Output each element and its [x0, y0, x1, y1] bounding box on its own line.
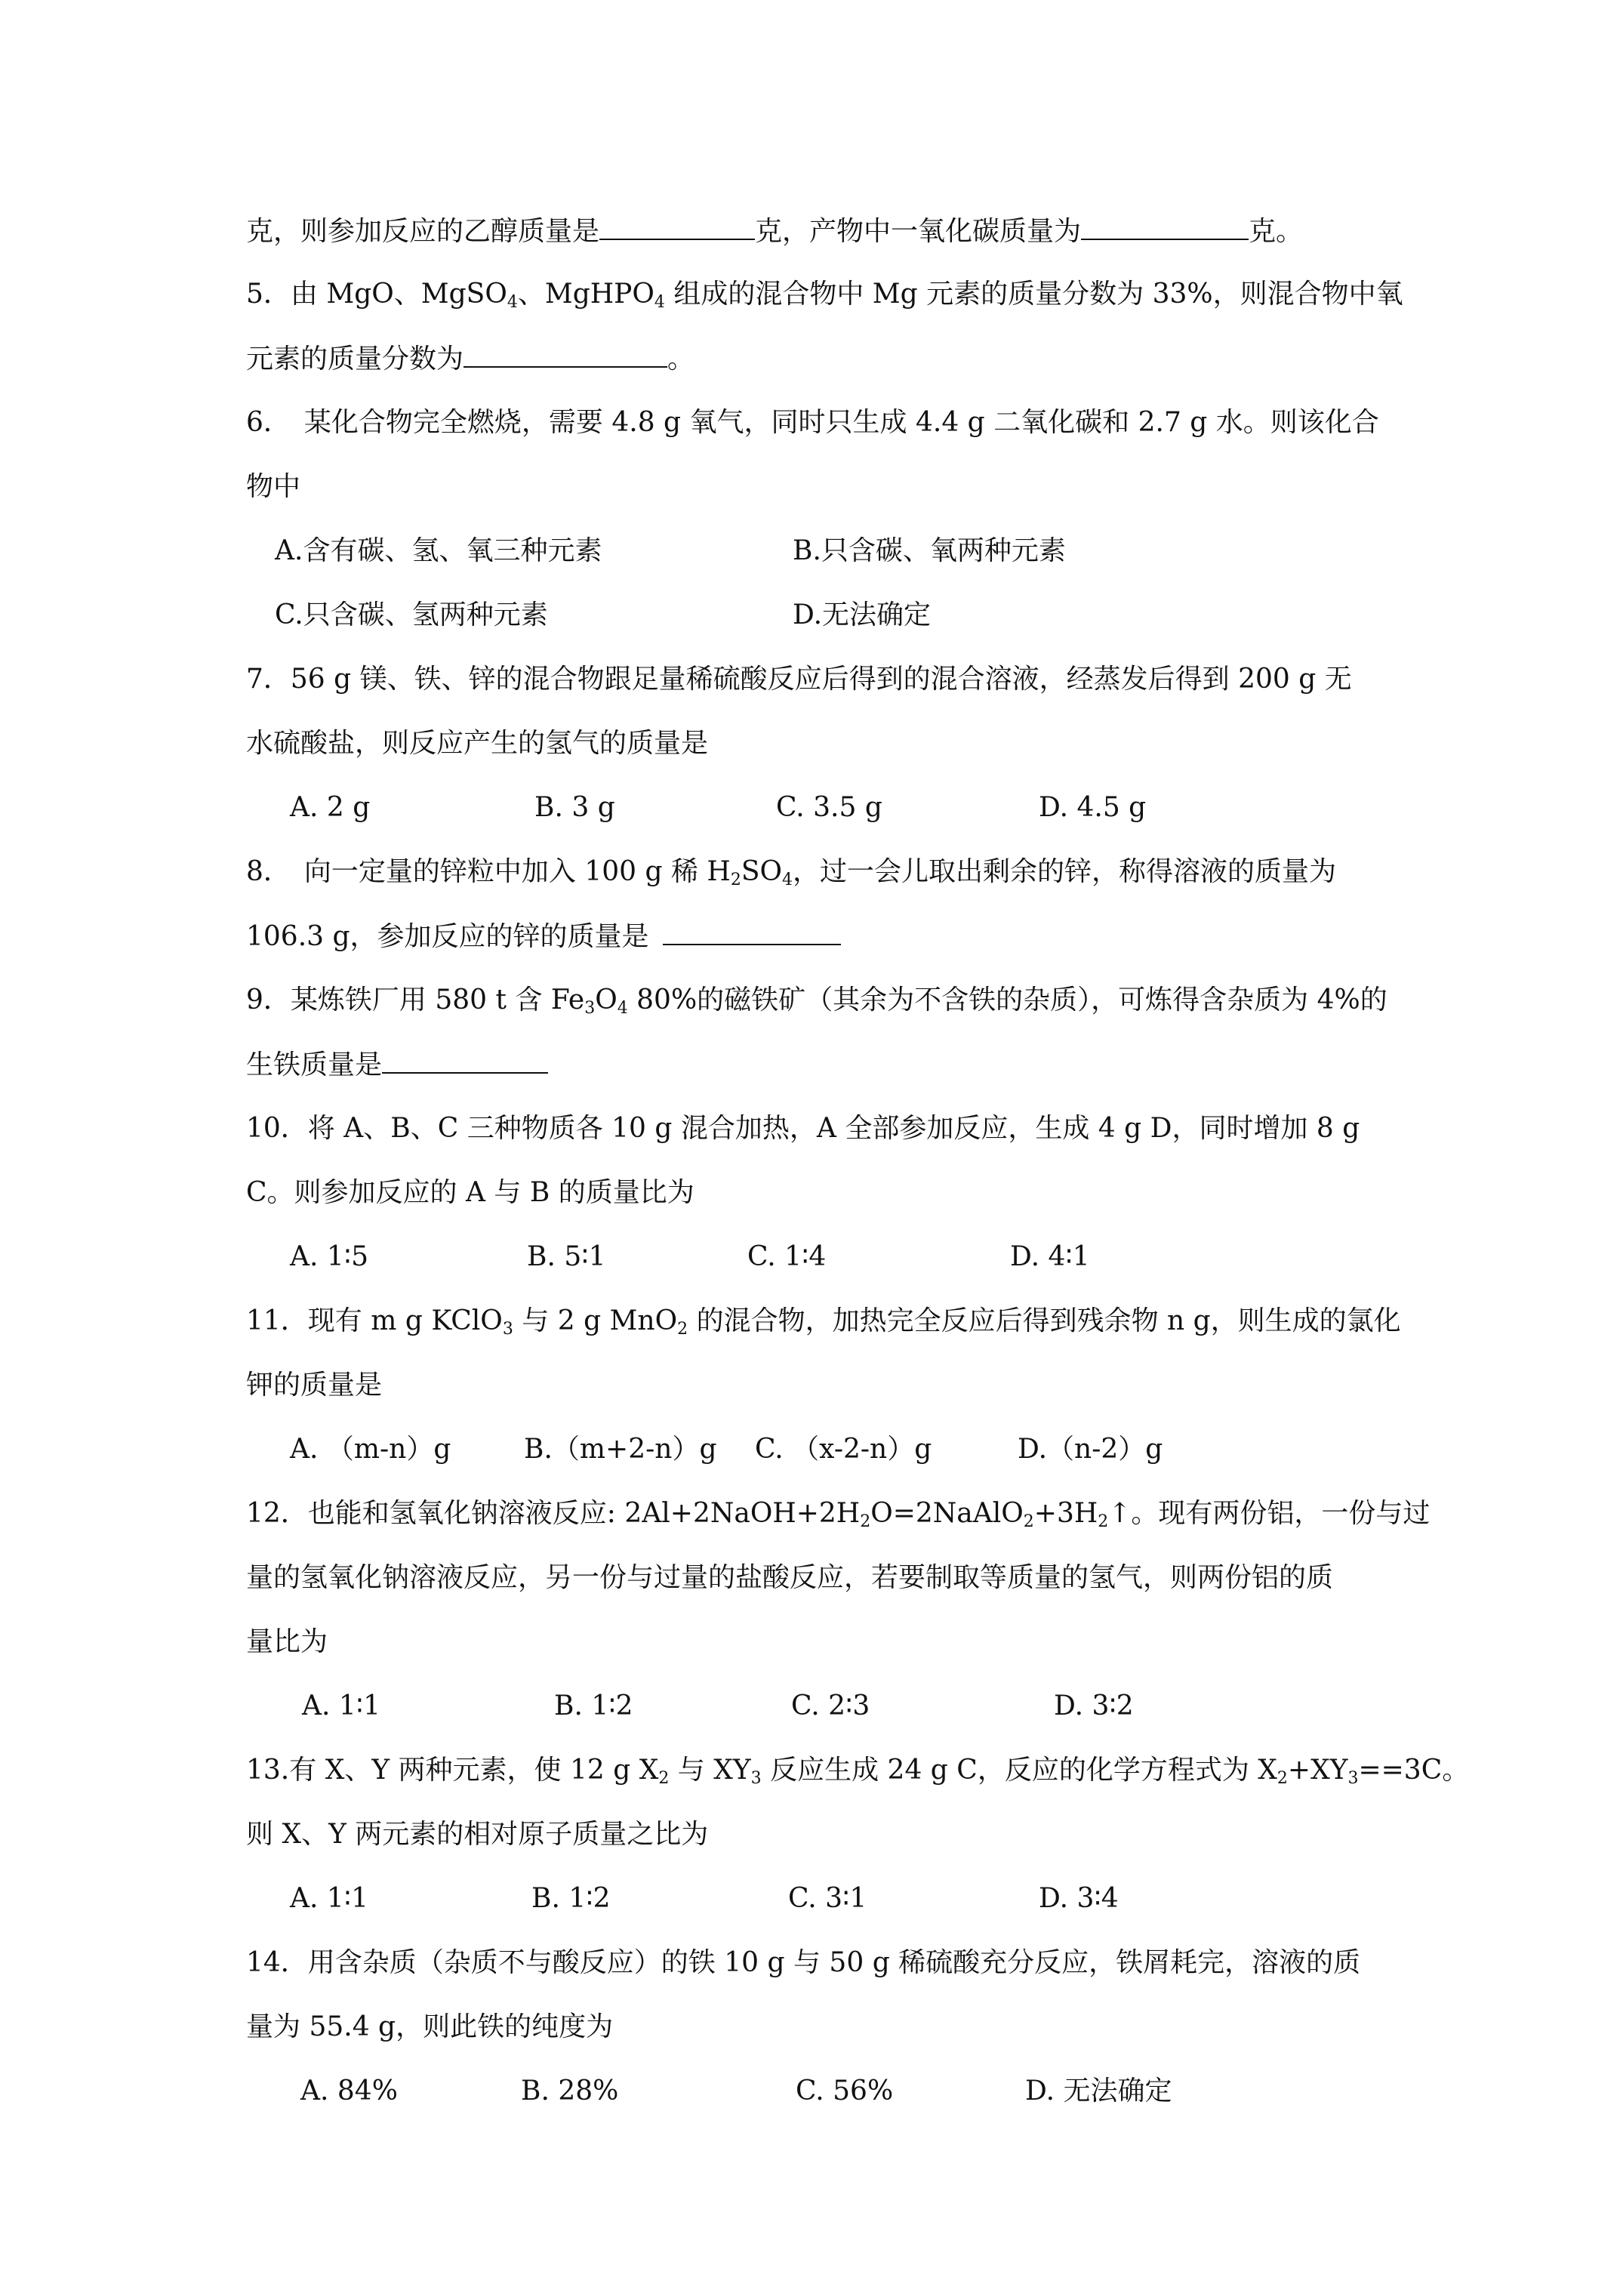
option-b[interactable]: B.（m+2-n）g — [524, 1434, 717, 1465]
answer-blank[interactable] — [382, 1046, 548, 1074]
option-b[interactable]: B. 1∶2 — [531, 1883, 611, 1914]
option-a[interactable]: A. 1∶5 — [290, 1241, 369, 1272]
option-b[interactable]: B. 3 g — [534, 792, 615, 823]
answer-blank[interactable] — [663, 918, 841, 945]
option-b[interactable]: B. 5∶1 — [527, 1241, 606, 1272]
text: 量为 55.4 g，则此铁的纯度为 — [246, 2011, 614, 2042]
option-b[interactable]: B. 1∶2 — [554, 1690, 633, 1721]
option-d[interactable]: D. 3∶2 — [1054, 1690, 1134, 1721]
text: 量的氢氧化钠溶液反应，另一份与过量的盐酸反应，若要制取等质量的氢气，则两份铝的质 — [246, 1562, 1334, 1593]
question-12-line-1 — [246, 1496, 1430, 1532]
text: 、MgHPO — [517, 279, 654, 310]
text: 与 2 g MnO — [513, 1305, 678, 1336]
option-b[interactable]: B.只含碳、氧两种元素 — [793, 535, 1066, 566]
option-c[interactable]: C. （x-2-n）g — [755, 1434, 932, 1465]
option-b[interactable]: B. 28% — [521, 2076, 619, 2106]
option-c[interactable]: C. 2∶3 — [791, 1690, 870, 1721]
question-8-line-1 — [246, 854, 1336, 890]
option-d[interactable]: D. 4∶1 — [1010, 1241, 1090, 1272]
question-8-line-2 — [246, 918, 841, 954]
text: 水硫酸盐，则反应产生的氢气的质量是 — [246, 728, 709, 759]
subscript: 2 — [860, 1512, 871, 1531]
answer-blank[interactable] — [1081, 213, 1249, 240]
question-11-line-2 — [246, 1367, 382, 1404]
text: 元素的质量分数为 — [246, 344, 464, 374]
question-5-line-1 — [246, 276, 1403, 313]
option-a[interactable]: A. 2 g — [290, 792, 371, 823]
question-10-line-1 — [246, 1111, 1360, 1147]
subscript: 4 — [782, 871, 793, 889]
text: ，过一会儿取出剩余的锌，称得溶液的质量为 — [793, 856, 1337, 887]
subscript: 2 — [1277, 1769, 1288, 1788]
option-c[interactable]: C. 3∶1 — [788, 1883, 867, 1914]
text: ↑。现有两份铝，一份与过 — [1108, 1498, 1431, 1529]
text: 8． 向一定量的锌粒中加入 100 g 稀 H — [246, 856, 731, 887]
text: O=2NaAlO — [870, 1498, 1024, 1529]
question-7-line-1 — [246, 661, 1352, 698]
option-a[interactable]: A. 1∶1 — [302, 1690, 381, 1721]
text: 物中 — [246, 471, 301, 502]
option-c[interactable]: C.只含碳、氢两种元素 — [275, 599, 548, 630]
text: 则 X、Y 两元素的相对原子质量之比为 — [246, 1819, 709, 1850]
text: 7．56 g 镁、铁、锌的混合物跟足量稀硫酸反应后得到的混合溶液，经蒸发后得到 200 g 无 — [246, 664, 1352, 695]
text: 与 XY — [669, 1755, 751, 1786]
question-7-line-2 — [246, 726, 708, 762]
option-d[interactable]: D.（n-2）g — [1018, 1434, 1163, 1465]
subscript: 2 — [1023, 1512, 1034, 1531]
subscript: 4 — [507, 293, 518, 312]
text: O — [595, 985, 617, 1015]
text: 6． 某化合物完全燃烧，需要 4.8 g 氧气，同时只生成 4.4 g 二氧化碳和 2.7 g 水。则该化合 — [246, 407, 1379, 438]
text: 生铁质量是 — [246, 1049, 383, 1080]
question-9-line-2 — [246, 1046, 548, 1083]
option-a[interactable]: A. （m-n）g — [290, 1434, 451, 1465]
text: +3H — [1033, 1498, 1098, 1529]
text: +XY — [1287, 1755, 1348, 1786]
option-c[interactable]: C. 3.5 g — [776, 792, 882, 823]
subscript: 3 — [1347, 1769, 1359, 1788]
question-11-line-1 — [246, 1303, 1401, 1339]
option-a[interactable]: A. 1∶1 — [290, 1883, 369, 1914]
text: 量比为 — [246, 1626, 328, 1657]
question-6-line-1 — [246, 405, 1379, 441]
option-d[interactable]: D. 3∶4 — [1039, 1883, 1119, 1914]
text: 10．将 A、B、C 三种物质各 10 g 混合加热，A 全部参加反应，生成 4 g D，同时增加 8 g — [246, 1113, 1360, 1144]
subscript: 2 — [1098, 1512, 1109, 1531]
option-c[interactable]: C. 1∶4 — [747, 1241, 827, 1272]
option-c[interactable]: C. 56% — [796, 2076, 894, 2106]
option-d[interactable]: D.无法确定 — [793, 599, 932, 630]
question-12-line-2 — [246, 1560, 1333, 1596]
text: SO — [741, 856, 783, 887]
question-5-line-2 — [246, 341, 694, 377]
subscript: 3 — [502, 1320, 513, 1339]
answer-blank[interactable] — [599, 213, 755, 240]
text: 组成的混合物中 Mg 元素的质量分数为 33%，则混合物中氧 — [664, 279, 1403, 310]
subscript: 3 — [750, 1769, 762, 1788]
option-a[interactable]: A.含有碳、氢、氧三种元素 — [275, 535, 602, 566]
text: 13.有 X、Y 两种元素，使 12 g X — [246, 1755, 659, 1786]
subscript: 4 — [654, 293, 665, 312]
text: 106.3 g，参加反应的锌的质量是 — [246, 921, 649, 952]
subscript: 2 — [730, 871, 741, 889]
text: 9．某炼铁厂用 580 t 含 Fe — [246, 985, 585, 1015]
text: 14．用含杂质（杂质不与酸反应）的铁 10 g 与 50 g 稀硫酸充分反应，铁屑耗完，溶液的质 — [246, 1947, 1361, 1978]
question-10-line-2 — [246, 1175, 694, 1211]
subscript: 2 — [677, 1320, 688, 1339]
text: 钾的质量是 — [246, 1370, 383, 1401]
text: 11．现有 m g KClO — [246, 1305, 503, 1336]
text: 的混合物，加热完全反应后得到残余物 n g，则生成的氯化 — [688, 1305, 1401, 1336]
answer-blank[interactable] — [463, 341, 667, 368]
subscript: 4 — [617, 999, 628, 1018]
question-6-line-2 — [246, 469, 300, 505]
subscript: 2 — [658, 1769, 670, 1788]
question-13-line-2 — [246, 1817, 708, 1853]
option-a[interactable]: A. 84% — [300, 2076, 398, 2106]
question-12-line-3 — [246, 1624, 328, 1660]
text: C。则参加反应的 A 与 B 的质量比为 — [246, 1177, 694, 1208]
question-9-line-1 — [246, 982, 1387, 1019]
subscript: 3 — [584, 999, 596, 1018]
text: 。 — [667, 344, 695, 374]
text: 克，产物中一氧化碳质量为 — [755, 216, 1082, 247]
option-d[interactable]: D. 4.5 g — [1039, 792, 1147, 823]
text: 克，则参加反应的乙醇质量是 — [246, 216, 600, 247]
q4-continuation — [246, 213, 1303, 249]
question-13-line-1 — [246, 1752, 1469, 1789]
question-14-line-2 — [246, 2009, 613, 2045]
text: 5．由 MgO、MgSO — [246, 279, 507, 310]
text: 反应生成 24 g C，反应的化学方程式为 X — [761, 1755, 1277, 1786]
text: 克。 — [1249, 216, 1304, 247]
text: ==3C。 — [1358, 1755, 1470, 1786]
text: 80%的磁铁矿（其余为不含铁的杂质），可炼得含杂质为 4%的 — [627, 985, 1387, 1015]
text: 12．也能和氢氧化钠溶液反应: 2Al+2NaOH+2H — [246, 1498, 861, 1529]
question-14-line-1 — [246, 1945, 1360, 1981]
option-d[interactable]: D. 无法确定 — [1025, 2076, 1172, 2106]
